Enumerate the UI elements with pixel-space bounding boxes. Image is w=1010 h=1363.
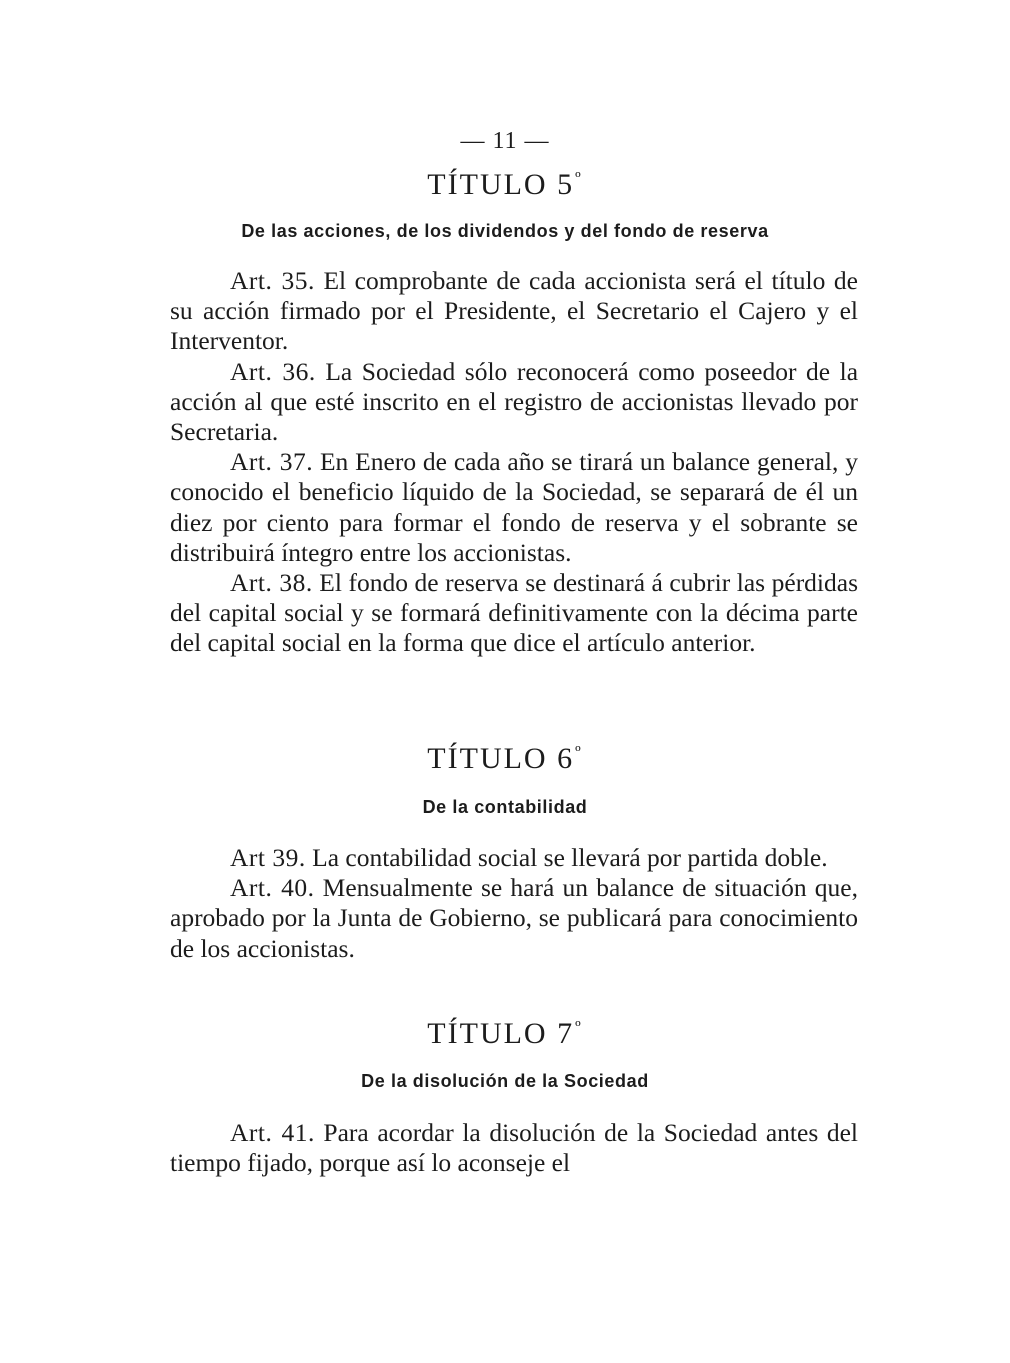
section-subtitle-6: De la contabilidad xyxy=(422,797,588,817)
article-39 xyxy=(170,843,858,873)
article-text: El fondo de reserva se destinará á cubrir las pérdidas del capital social y se formará definitivamente con la décima parte del capital social en la forma que dice el artículo anterior. xyxy=(170,568,859,658)
section-title-5 xyxy=(0,168,1010,202)
section-title-text: TÍTULO 7 xyxy=(427,1017,575,1050)
page-number: — 11 — xyxy=(460,128,550,154)
article-label: Art. 41. xyxy=(230,1118,315,1147)
ordinal-mark: º xyxy=(575,1017,583,1037)
article-37 xyxy=(170,447,858,568)
article-label: Art. 35. xyxy=(230,266,315,295)
article-label: Art 39. xyxy=(230,843,306,872)
article-label: Art. 40. xyxy=(230,873,315,903)
section-body-5 xyxy=(170,266,858,659)
article-35 xyxy=(170,266,858,357)
section-body-7 xyxy=(170,1118,858,1178)
article-label: Art. 38. xyxy=(230,568,313,598)
article-text: El comprobante de cada accionista será el título de su acción firmado por el Presidente, el Secretario el Cajero y el Interventor. xyxy=(170,266,858,356)
article-label: Art. 37. xyxy=(230,447,314,477)
article-38 xyxy=(170,568,858,659)
section-title-6 xyxy=(0,742,1010,776)
section-title-7 xyxy=(0,1017,1010,1051)
ordinal-mark: º xyxy=(575,742,583,762)
section-subtitle-7: De la disolución de la Sociedad xyxy=(361,1071,649,1091)
article-text: La Sociedad sólo reconocerá como poseedor de la acción al que esté inscrito en el registro de accionistas llevado por Secretaria. xyxy=(170,356,859,447)
ordinal-mark: º xyxy=(575,168,583,188)
section-title-text: TÍTULO 5 xyxy=(427,168,575,201)
article-41 xyxy=(170,1118,858,1178)
article-label: Art. 36. xyxy=(230,356,316,386)
section-subtitle-5: De las acciones, de los dividendos y del fondo de reserva xyxy=(241,221,769,241)
section-title-text: TÍTULO 6 xyxy=(427,742,575,775)
article-40 xyxy=(170,873,858,964)
article-text: La contabilidad social se llevará por partida doble. xyxy=(312,843,828,872)
section-body-6 xyxy=(170,843,858,964)
article-text: En Enero de cada año se tirará un balance general, y conocido el beneficio líquido de la Sociedad, se separará de él un diez por ciento para formar el fondo de reserva y el sobrante se distribuirá íntegro entre los accionistas. xyxy=(170,447,858,567)
article-text: Mensualmente se hará un balance de situación que, aprobado por la Junta de Gobierno, se publicará para conocimiento de los accionistas. xyxy=(170,873,858,963)
article-text: Para acordar la disolución de la Sociedad antes del tiempo fijado, porque así lo aconseje el xyxy=(170,1118,858,1178)
article-36 xyxy=(170,357,858,448)
